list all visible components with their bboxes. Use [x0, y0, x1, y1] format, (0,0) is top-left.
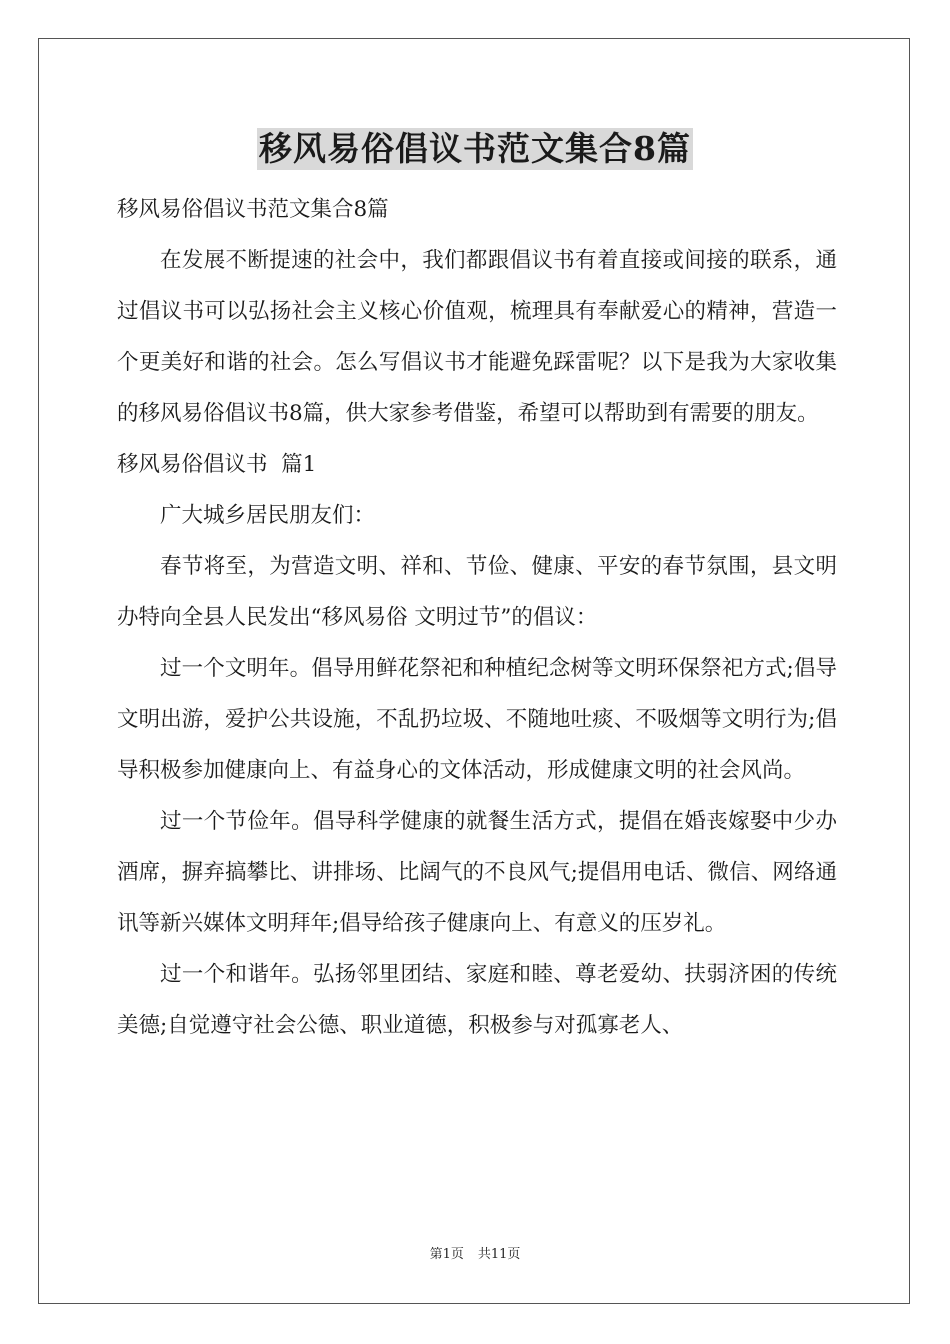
body-paragraph: 过一个和谐年。弘扬邻里团结、家庭和睦、尊老爱幼、扶弱济困的传统美德;自觉遵守社会公德、职业道德，积极参与对孤寡老人、 [117, 962, 837, 1038]
document-subtitle: 移风易俗倡议书范文集合8篇 [117, 197, 389, 222]
body-paragraph: 过一个节俭年。倡导科学健康的就餐生活方式，提倡在婚丧嫁娶中少办酒席，摒弃搞攀比、讲排场、比阔气的不良风气;提倡用电话、微信、网络通讯等新兴媒体文明拜年;倡导给孩子健康向上、有意义的压岁礼。 [117, 809, 837, 936]
document-title: 移风易俗倡议书范文集合8篇 [259, 129, 691, 168]
page-total: 共11页 [477, 1247, 521, 1262]
body-paragraph: 春节将至，为营造文明、祥和、节俭、健康、平安的春节氛围，县文明办特向全县人民发出“移风易俗 文明过节”的倡议： [117, 554, 837, 630]
intro-paragraph: 在发展不断提速的社会中，我们都跟倡议书有着直接或间接的联系，通过倡议书可以弘扬社会主义核心价值观，梳理具有奉献爱心的精神，营造一个更美好和谐的社会。怎么写倡议书才能避免踩雷呢？以下是我为大家收集的移风易俗倡议书8篇，供大家参考借鉴，希望可以帮助到有需要的朋友。 [117, 248, 837, 426]
document-body [117, 184, 837, 1051]
page-footer [0, 1246, 950, 1264]
greeting-line: 广大城乡居民朋友们： [160, 503, 376, 528]
section-heading: 移风易俗倡议书 篇1 [117, 452, 317, 477]
body-paragraph: 过一个文明年。倡导用鲜花祭祀和种植纪念树等文明环保祭祀方式;倡导文明出游，爱护公共设施，不乱扔垃圾、不随地吐痰、不吸烟等文明行为;倡导积极参加健康向上、有益身心的文体活动，形成健康文明的社会风尚。 [117, 656, 837, 783]
page-number: 第1页 [429, 1247, 464, 1262]
title-area [0, 128, 950, 170]
